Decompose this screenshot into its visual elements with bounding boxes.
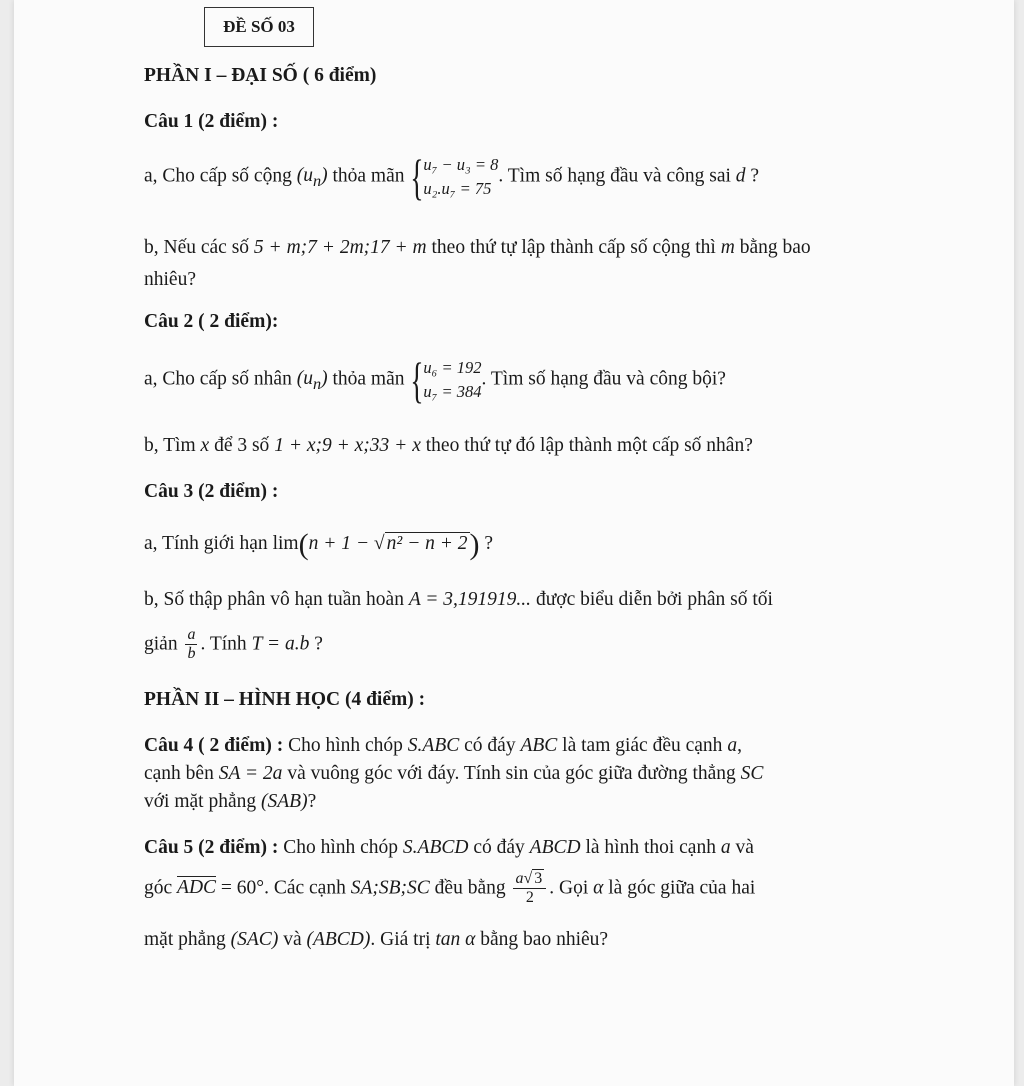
exam-page [14,0,1014,1086]
q2a-seq: $(u_n)$ [296,368,328,394]
q2a-system: { u₆ = 192 u₇ = 384 [410,352,482,408]
part2-title: PHẦN II – HÌNH HỌC (4 điểm) : [144,689,426,710]
q2-title: Câu 2 ( 2 điểm): [144,311,279,332]
q5-l1var: a [720,837,731,858]
q3b-expr: A = 3,191919... [408,589,532,610]
q1b-expr: 5 + m;7 + 2m;17 + m [253,237,427,258]
q1a-var: d [735,165,746,187]
q2b-expr: 1 + x;9 + x;33 + x [274,435,421,456]
q3b2-mid: . Tính [200,633,247,655]
q1-part-a [144,149,760,205]
exam-number-box [204,7,314,47]
q5-l1b: có đáy [473,837,525,858]
q1a-eq1: u₇ − u₃ = 8 [423,155,499,175]
q4-title: Câu 4 ( 2 điểm) : [144,735,284,756]
q5-l2d: . Gọi [549,877,589,899]
q1b-var: m [720,237,735,258]
q5-title: Câu 5 (2 điểm) : [144,837,279,858]
q5-l3sac: (SAC) [230,929,279,950]
q4-l3end: ? [307,791,317,812]
q5-l1c: là hình thoi cạnh [585,837,716,858]
q3b2-text: giản [144,633,178,655]
q4-l2expr: SA = 2a [218,763,283,784]
q1a-suffix: . Tìm số hạng đầu và công sai [498,165,731,187]
q3b-end: được biểu diễn bởi phân số tối [535,589,773,610]
q5-line1 [144,836,754,860]
q3a-inner: n + 1 − [308,533,374,555]
q5-l3b: và [283,929,302,950]
q5-l1end: và [735,837,754,858]
q2a-text: a, Cho cấp số nhân [144,368,292,390]
q3b2-fraction [185,626,197,664]
q2-part-a [144,352,726,408]
q5-l3end: bằng bao nhiêu? [480,929,609,950]
q4-l3expr: (SAB) [261,791,308,812]
q4-l2a: cạnh bên [144,763,214,784]
q1-part-b [144,236,811,260]
q5-l3abcd: (ABCD) [306,929,371,950]
q5-fraction: $\frac{a√ 3}{2}$ [513,870,546,908]
q3-part-b [144,588,773,612]
q5-l3a: mặt phẳng [144,929,226,950]
q1a-text: a, Cho cấp số cộng [144,165,292,187]
q4-l1a: Cho hình chóp [288,735,403,756]
q5-num-a: a [515,870,524,887]
q1b-text: b, Nếu các số [144,237,250,258]
q2b-mid: để 3 số [214,435,270,456]
q5-den: 2 [525,889,534,907]
q2a-eq1: u₆ = 192 [423,358,482,378]
q4-l1c: là tam giác đều cạnh [562,735,723,756]
q5-angle: ADC [177,877,217,899]
q4-l1end: , [737,735,742,756]
q1a-mid: thỏa mãn [332,165,405,187]
q2b-end: theo thứ tự đó lập thành một cấp số nhân? [425,435,753,456]
q5-l1a: Cho hình chóp [283,837,399,858]
q3-part-a: a, Tính giới hạn lim(n + 1 − √ n² − n + 2) ? [144,528,494,561]
q1a-seq: $(u_n)$ [296,165,328,191]
q1b-mid: theo thứ tự lập thành cấp số cộng thì [431,237,716,258]
q4-l1s: S.ABC [407,735,460,756]
q2b-text: b, Tìm [144,435,196,456]
exam-number-label: ĐỀ SỐ 03 [223,17,295,36]
q4-l1b: có đáy [464,735,516,756]
q3-part-b-line2 [144,626,323,664]
q3b-text: b, Số thập phân vô hạn tuần hoàn [144,589,404,610]
q5-l1abcd: ABCD [529,837,581,858]
q2-part-b [144,434,753,458]
q5-l3tan: tan α [435,929,476,950]
q5-angle-val: = 60° [216,877,265,899]
q5-l2end: là góc giữa của hai [608,877,756,899]
q4-l3a: với mặt phẳng [144,791,257,812]
q3a-end: ? [484,533,494,555]
q3-title: Câu 3 (2 điểm) : [144,481,279,502]
q5-alpha: α [593,877,604,899]
q4-l2b: và vuông góc với đáy. Tính sin của góc giữa đường thẳng [287,763,736,784]
q1b-end: bằng bao [739,237,811,258]
q1-part-b-line2: nhiêu? [144,269,196,290]
q4-line1 [144,734,742,758]
q5-l1s: S.ABCD [402,837,469,858]
q3b2-end: ? [314,633,323,655]
q4-l1var: a [727,735,738,756]
q2b-var: x [200,435,210,456]
q5-line2 [144,870,755,908]
q4-line2 [144,762,763,786]
q3b2-expr: T = a.b [251,633,310,655]
q5-l2c: đều bằng [434,877,506,899]
q5-num-sqrt: 3 [534,870,543,887]
q5-l2a: góc [144,877,173,899]
q5-l3c: . Giá trị [370,929,431,950]
q4-line3 [144,790,316,814]
q5-l2b: . Các cạnh [264,877,346,899]
q2a-eq2: u₇ = 384 [423,382,482,401]
q1a-eq2: u₂.u₇ = 75 [423,179,492,198]
q1a-system: { u₇ − u₃ = 8 u₂.u₇ = 75 [410,149,499,205]
q4-l2sc: SC [740,763,764,784]
q3a-lim: lim [272,533,299,555]
part1-title: PHẦN I – ĐẠI SỐ ( 6 điểm) [144,65,377,86]
q3b2-den: b [187,645,196,663]
q5-line3 [144,928,608,952]
q2a-mid: thỏa mãn [332,368,405,390]
q5-edges: SA;SB;SC [350,877,430,899]
q1a-end: ? [750,165,760,187]
q1-title: Câu 1 (2 điểm) : [144,111,279,132]
q4-l1abc: ABC [520,735,558,756]
q3b2-num: a [185,626,197,645]
q2a-suffix: . Tìm số hạng đầu và công bội? [481,368,726,390]
q3a-text: a, Tính giới hạn [144,533,268,555]
q3a-sqrt: n² − n + 2 [386,533,468,555]
